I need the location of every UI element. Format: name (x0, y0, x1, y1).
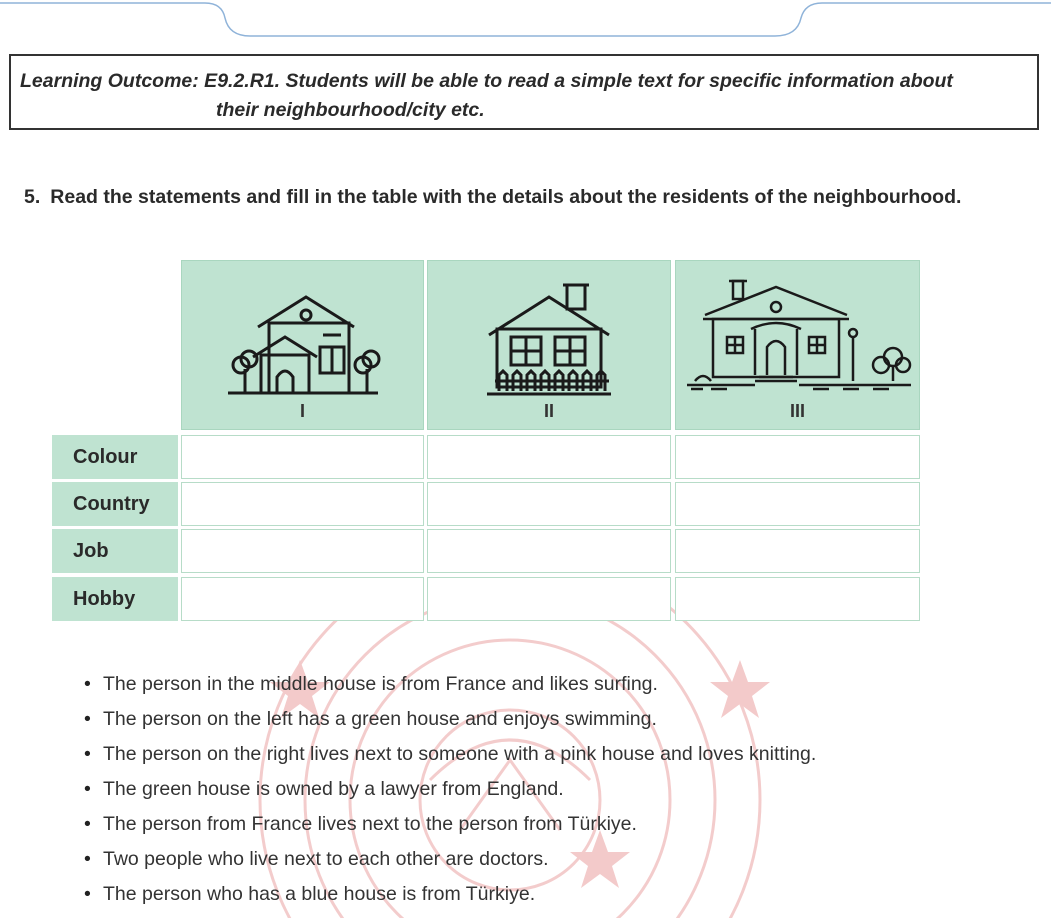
answer-cell-country-1[interactable] (181, 482, 424, 526)
answer-cell-colour-1[interactable] (181, 435, 424, 479)
clue-item: • The person in the middle house is from France and likes surfing. (84, 673, 658, 695)
house-column-3 (675, 260, 920, 430)
row-label-country: Country (52, 482, 178, 526)
answer-cell-colour-3[interactable] (675, 435, 920, 479)
house-label-2: II (543, 401, 554, 421)
clue-item: • The green house is owned by a lawyer from England. (84, 778, 564, 800)
house-column-2 (427, 260, 671, 430)
exercise-text: Read the statements and fill in the table with the details about the residents of the neighbourhood. (50, 186, 962, 208)
answer-cell-country-2[interactable] (427, 482, 671, 526)
answer-cell-country-3[interactable] (675, 482, 920, 526)
learning-outcome-line2: their neighbourhood/city etc. (216, 99, 485, 121)
answer-cell-job-3[interactable] (675, 529, 920, 573)
clue-list (84, 672, 816, 917)
answer-cell-hobby-1[interactable] (181, 577, 424, 621)
house-label-3: III (789, 401, 805, 421)
answer-cell-job-1[interactable] (181, 529, 424, 573)
exercise-number: 5. (24, 186, 41, 208)
house-label-1: I (299, 401, 305, 421)
row-label-colour: Colour (52, 435, 178, 479)
clue-item: • The person from France lives next to the person from Türkiye. (84, 813, 637, 835)
row-label-hobby: Hobby (52, 577, 178, 621)
row-label-job: Job (52, 529, 178, 573)
answer-cell-hobby-2[interactable] (427, 577, 671, 621)
learning-outcome-line1: Learning Outcome: E9.2.R1. Students will be able to read a simple text for specific information about (20, 70, 953, 92)
header-decoration (0, 0, 1051, 40)
cottage-fence-icon (469, 277, 629, 397)
brick-house-icon (683, 277, 913, 397)
house-icon (223, 277, 383, 397)
clue-item: • Two people who live next to each other are doctors. (84, 848, 549, 870)
clue-item: • The person on the right lives next to someone with a pink house and loves knitting. (84, 743, 817, 765)
clue-item: • The person on the left has a green house and enjoys swimming. (84, 708, 657, 730)
house-column-1 (181, 260, 424, 430)
learning-outcome-box (9, 54, 1039, 130)
clue-item: • The person who has a blue house is from Türkiye. (84, 883, 536, 905)
answer-cell-colour-2[interactable] (427, 435, 671, 479)
exercise-instruction (24, 186, 961, 209)
answer-cell-job-2[interactable] (427, 529, 671, 573)
answer-cell-hobby-3[interactable] (675, 577, 920, 621)
